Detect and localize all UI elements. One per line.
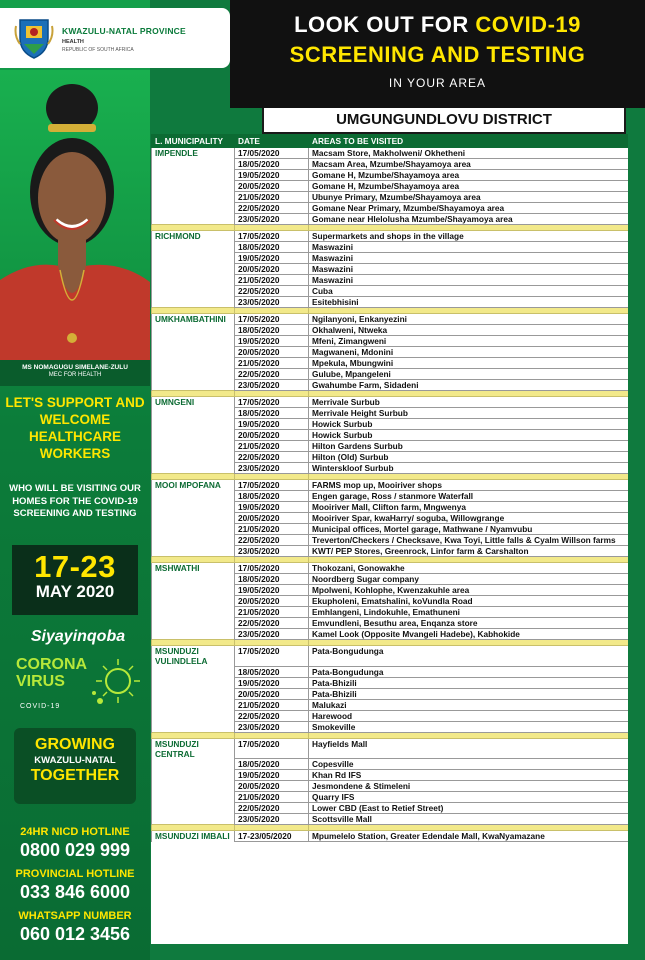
growing-line2: KWAZULU-NATAL xyxy=(34,755,116,766)
area-cell: Maswazini xyxy=(309,242,629,253)
campaign-slogan: Siyayinqoba xyxy=(30,628,126,645)
table-row xyxy=(152,397,629,408)
nicd-hotline-label: 24HR NICD HOTLINE xyxy=(20,826,130,838)
date-cell: 22/05/2020 xyxy=(235,535,309,546)
date-month: MAY 2020 xyxy=(35,582,115,601)
date-cell: 20/05/2020 xyxy=(235,513,309,524)
date-cell: 22/05/2020 xyxy=(235,203,309,214)
portrait-illustration xyxy=(0,70,150,360)
date-cell: 22/05/2020 xyxy=(235,286,309,297)
area-cell: Magwaneni, Mdonini xyxy=(309,347,629,358)
municipality-cell xyxy=(152,524,235,535)
municipality-cell xyxy=(152,181,235,192)
area-cell: Mpumelelo Station, Greater Edendale Mall, KwaNyamazane xyxy=(309,831,629,842)
municipality-cell xyxy=(152,203,235,214)
date-cell: 19/05/2020 xyxy=(235,336,309,347)
date-cell: 17/05/2020 xyxy=(235,148,309,159)
municipality-cell xyxy=(152,792,235,803)
municipality-cell: MSUNDUZI IMBALI xyxy=(152,831,235,842)
municipality-cell xyxy=(152,574,235,585)
table-row xyxy=(152,253,629,264)
area-cell: Treverton/Checkers / Checksave, Kwa Toyi, Little falls & Cyalm Willson farms xyxy=(309,535,629,546)
municipality-cell xyxy=(152,770,235,781)
date-cell: 19/05/2020 xyxy=(235,585,309,596)
date-cell: 21/05/2020 xyxy=(235,699,309,710)
area-cell: Hilton (Old) Surbub xyxy=(309,452,629,463)
municipality-cell xyxy=(152,159,235,170)
municipality-cell xyxy=(152,699,235,710)
area-cell: Pata-Bhizili xyxy=(309,688,629,699)
date-cell: 19/05/2020 xyxy=(235,419,309,430)
table-row xyxy=(152,831,629,842)
area-cell: Khan Rd IFS xyxy=(309,770,629,781)
table-row xyxy=(152,688,629,699)
headline-line3: IN YOUR AREA xyxy=(388,76,487,90)
table-row xyxy=(152,430,629,441)
date-cell: 20/05/2020 xyxy=(235,264,309,275)
table-row xyxy=(152,585,629,596)
municipality-cell xyxy=(152,513,235,524)
date-cell: 23/05/2020 xyxy=(235,463,309,474)
municipality-cell xyxy=(152,286,235,297)
area-cell: Emhlangeni, Lindokuhle, Emathuneni xyxy=(309,607,629,618)
table-row xyxy=(152,336,629,347)
municipality-cell xyxy=(152,585,235,596)
whatsapp-number[interactable]: 060 012 3456 xyxy=(19,924,131,944)
provincial-hotline-label: PROVINCIAL HOTLINE xyxy=(15,868,135,880)
area-cell: Thokozani, Gonowakhe xyxy=(309,563,629,574)
area-cell: Merrivale Height Surbub xyxy=(309,408,629,419)
date-cell: 23/05/2020 xyxy=(235,629,309,640)
table-row xyxy=(152,297,629,308)
date-cell: 18/05/2020 xyxy=(235,759,309,770)
municipality-cell xyxy=(152,275,235,286)
coat-of-arms-icon xyxy=(14,16,54,60)
date-cell: 18/05/2020 xyxy=(235,408,309,419)
municipality-cell xyxy=(152,629,235,640)
area-cell: Kamel Look (Opposite Mvangeli Hadebe), Kabhokide xyxy=(309,629,629,640)
table-row xyxy=(152,646,629,667)
date-cell: 23/05/2020 xyxy=(235,546,309,557)
whatsapp-label: WHATSAPP NUMBER xyxy=(18,910,132,922)
date-cell: 22/05/2020 xyxy=(235,710,309,721)
date-cell: 20/05/2020 xyxy=(235,596,309,607)
area-cell: Howick Surbub xyxy=(309,430,629,441)
area-cell: Gomane H, Mzumbe/Shayamoya area xyxy=(309,170,629,181)
date-cell: 23/05/2020 xyxy=(235,214,309,225)
corona-word: CORONA xyxy=(16,656,88,673)
municipality-cell xyxy=(152,677,235,688)
municipality-cell xyxy=(152,214,235,225)
area-cell: Quarry IFS xyxy=(309,792,629,803)
date-cell: 18/05/2020 xyxy=(235,325,309,336)
table-body xyxy=(152,148,629,842)
header-banner xyxy=(230,0,645,108)
municipality-cell xyxy=(152,358,235,369)
municipality-cell xyxy=(152,463,235,474)
table-row xyxy=(152,480,629,491)
area-cell: Ubunye Primary, Mzumbe/Shayamoya area xyxy=(309,192,629,203)
municipality-cell xyxy=(152,325,235,336)
municipality-cell xyxy=(152,781,235,792)
table-row xyxy=(152,535,629,546)
date-cell: 20/05/2020 xyxy=(235,781,309,792)
mec-caption xyxy=(0,360,150,386)
municipality-cell xyxy=(152,607,235,618)
area-cell: Gulube, Mpangeleni xyxy=(309,369,629,380)
municipality-cell xyxy=(152,710,235,721)
date-cell: 22/05/2020 xyxy=(235,618,309,629)
date-cell: 21/05/2020 xyxy=(235,275,309,286)
area-cell: Maswazini xyxy=(309,253,629,264)
table-row xyxy=(152,814,629,825)
table-row xyxy=(152,759,629,770)
date-cell: 23/05/2020 xyxy=(235,380,309,391)
headline-line1 xyxy=(230,12,645,38)
municipality-cell xyxy=(152,535,235,546)
date-cell: 21/05/2020 xyxy=(235,358,309,369)
logo-province: KWAZULU-NATAL PROVINCE xyxy=(62,26,186,36)
date-cell: 18/05/2020 xyxy=(235,574,309,585)
table-row xyxy=(152,380,629,391)
growing-line1: GROWING xyxy=(35,736,115,753)
logo-country: REPUBLIC OF SOUTH AFRICA xyxy=(62,47,134,53)
table-row xyxy=(152,629,629,640)
municipality-cell xyxy=(152,441,235,452)
table-row xyxy=(152,242,629,253)
area-cell: Merrivale Surbub xyxy=(309,397,629,408)
date-cell: 19/05/2020 xyxy=(235,170,309,181)
provincial-hotline-number[interactable]: 033 846 6000 xyxy=(19,882,131,902)
table-row xyxy=(152,192,629,203)
area-cell: Noordberg Sugar company xyxy=(309,574,629,585)
area-cell: Malukazi xyxy=(309,699,629,710)
table-row xyxy=(152,181,629,192)
table-row xyxy=(152,419,629,430)
table-row xyxy=(152,721,629,732)
date-cell: 17-23/05/2020 xyxy=(235,831,309,842)
area-cell: Ngilanyoni, Enkanyezini xyxy=(309,314,629,325)
area-cell: Hayfields Mall xyxy=(309,738,629,759)
table-row xyxy=(152,275,629,286)
date-cell: 17/05/2020 xyxy=(235,314,309,325)
municipality-cell: RICHMOND xyxy=(152,231,235,242)
corona-virus-label xyxy=(16,656,87,690)
table-row xyxy=(152,792,629,803)
date-cell: 19/05/2020 xyxy=(235,253,309,264)
area-cell: Gwahumbe Farm, Sidadeni xyxy=(309,380,629,391)
area-cell: Jesmondene & Stimeleni xyxy=(309,781,629,792)
municipality-cell xyxy=(152,502,235,513)
area-cell: Smokeville xyxy=(309,721,629,732)
area-cell: Gomane near Hlelolusha Mzumbe/Shayamoya area xyxy=(309,214,629,225)
logo-dept: HEALTH xyxy=(62,39,84,45)
virus-icon xyxy=(88,655,144,711)
table-row xyxy=(152,441,629,452)
area-cell: Pata-Bhizili xyxy=(309,677,629,688)
table-row xyxy=(152,452,629,463)
municipality-cell xyxy=(152,253,235,264)
date-cell: 17/05/2020 xyxy=(235,563,309,574)
area-cell: Cuba xyxy=(309,286,629,297)
area-cell: KWT/ PEP Stores, Greenrock, Linfor farm & Carshalton xyxy=(309,546,629,557)
date-cell: 22/05/2020 xyxy=(235,452,309,463)
table-row xyxy=(152,286,629,297)
date-cell: 20/05/2020 xyxy=(235,430,309,441)
municipality-cell xyxy=(152,803,235,814)
growing-together-box xyxy=(14,728,136,804)
support-subtext: WHO WILL BE VISITING OUR HOMES FOR THE COVID-19 SCREENING AND TESTING xyxy=(9,483,141,519)
municipality-cell xyxy=(152,814,235,825)
date-range-box xyxy=(12,545,138,615)
municipality-cell xyxy=(152,618,235,629)
date-cell: 18/05/2020 xyxy=(235,491,309,502)
table-row xyxy=(152,358,629,369)
table-row xyxy=(152,677,629,688)
table-row xyxy=(152,699,629,710)
municipality-cell xyxy=(152,596,235,607)
area-cell: Maswazini xyxy=(309,264,629,275)
table-row xyxy=(152,347,629,358)
logo xyxy=(0,8,230,68)
headline-white: LOOK OUT FOR xyxy=(294,12,469,37)
mec-title: MEC FOR HEALTH xyxy=(48,372,102,378)
date-cell: 23/05/2020 xyxy=(235,721,309,732)
mec-name: MS NOMAGUGU SIMELANE-ZULU xyxy=(22,364,128,371)
area-cell: Gomane Near Primary, Mzumbe/Shayamoya area xyxy=(309,203,629,214)
date-cell: 19/05/2020 xyxy=(235,677,309,688)
table-row xyxy=(152,170,629,181)
area-cell: Mooiriver Mall, Clifton farm, Mngwenya xyxy=(309,502,629,513)
date-cell: 18/05/2020 xyxy=(235,159,309,170)
area-cell: Macsam Store, Makholweni/ Okhetheni xyxy=(309,148,629,159)
table-row xyxy=(152,710,629,721)
municipality-cell xyxy=(152,759,235,770)
table-row xyxy=(152,546,629,557)
municipality-cell: UMNGENI xyxy=(152,397,235,408)
covid19-label: COVID-19 xyxy=(20,703,61,710)
municipality-cell: MSUNDUZI VULINDLELA xyxy=(152,646,235,667)
date-cell: 21/05/2020 xyxy=(235,792,309,803)
area-cell: Hilton Gardens Surbub xyxy=(309,441,629,452)
area-cell: Mooiriver Spar, kwaHarry/ soguba, Willowgrange xyxy=(309,513,629,524)
municipality-cell xyxy=(152,242,235,253)
municipality-cell xyxy=(152,347,235,358)
area-cell: Engen garage, Ross / stanmore Waterfall xyxy=(309,491,629,502)
table-row xyxy=(152,231,629,242)
table-row xyxy=(152,203,629,214)
table-row xyxy=(152,618,629,629)
table-row xyxy=(152,563,629,574)
header-areas: AREAS TO BE VISITED xyxy=(309,135,629,148)
area-cell: Gomane H, Mzumbe/Shayamoya area xyxy=(309,181,629,192)
date-cell: 17/05/2020 xyxy=(235,646,309,667)
area-cell: Howick Surbub xyxy=(309,419,629,430)
date-cell: 21/05/2020 xyxy=(235,524,309,535)
municipality-cell xyxy=(152,264,235,275)
date-cell: 20/05/2020 xyxy=(235,688,309,699)
table-header-row xyxy=(152,135,629,148)
municipality-cell xyxy=(152,666,235,677)
date-cell: 21/05/2020 xyxy=(235,192,309,203)
table-row xyxy=(152,502,629,513)
municipality-cell xyxy=(152,369,235,380)
table-row xyxy=(152,463,629,474)
date-cell: 21/05/2020 xyxy=(235,441,309,452)
table-row xyxy=(152,264,629,275)
date-cell: 17/05/2020 xyxy=(235,397,309,408)
area-cell: Mfeni, Zimangweni xyxy=(309,336,629,347)
area-cell: Winterskloof Surbub xyxy=(309,463,629,474)
support-headline: LET'S SUPPORT AND WELCOME HEALTHCARE WORKERS xyxy=(5,395,145,461)
date-cell: 18/05/2020 xyxy=(235,242,309,253)
table-row xyxy=(152,803,629,814)
municipality-cell: UMKHAMBATHINI xyxy=(152,314,235,325)
district-title: UMGUNGUNDLOVU DISTRICT xyxy=(262,108,626,134)
municipality-cell xyxy=(152,380,235,391)
area-cell: Scottsville Mall xyxy=(309,814,629,825)
municipality-cell: MSHWATHI xyxy=(152,563,235,574)
date-cell: 20/05/2020 xyxy=(235,347,309,358)
header-date: DATE xyxy=(235,135,309,148)
municipality-cell xyxy=(152,336,235,347)
date-cell: 19/05/2020 xyxy=(235,770,309,781)
area-cell: Pata-Bongudunga xyxy=(309,666,629,677)
area-cell: Municipal offices, Mortel garage, Mathwane / Nyamvubu xyxy=(309,524,629,535)
date-cell: 23/05/2020 xyxy=(235,814,309,825)
municipality-cell xyxy=(152,192,235,203)
header-municipality: L. MUNICIPALITY xyxy=(152,135,235,148)
table-row xyxy=(152,214,629,225)
area-cell: Ekupholeni, Ematshalini, koVundla Road xyxy=(309,596,629,607)
date-cell: 22/05/2020 xyxy=(235,803,309,814)
municipality-cell xyxy=(152,688,235,699)
table-row xyxy=(152,574,629,585)
table-row xyxy=(152,325,629,336)
virus-word: VIRUS xyxy=(16,673,65,690)
municipality-cell xyxy=(152,491,235,502)
municipality-cell xyxy=(152,721,235,732)
area-cell: Maswazini xyxy=(309,275,629,286)
area-cell: Supermarkets and shops in the village xyxy=(309,231,629,242)
table-row xyxy=(152,607,629,618)
municipality-cell xyxy=(152,430,235,441)
date-cell: 17/05/2020 xyxy=(235,480,309,491)
area-cell: Copesville xyxy=(309,759,629,770)
area-cell: FARMS mop up, Mooiriver shops xyxy=(309,480,629,491)
headline-line2: SCREENING AND TESTING xyxy=(289,42,586,67)
date-cell: 21/05/2020 xyxy=(235,607,309,618)
table-row xyxy=(152,408,629,419)
table-row xyxy=(152,369,629,380)
table-row xyxy=(152,159,629,170)
date-cell: 17/05/2020 xyxy=(235,231,309,242)
date-cell: 20/05/2020 xyxy=(235,181,309,192)
municipality-cell xyxy=(152,452,235,463)
municipality-cell xyxy=(152,546,235,557)
municipality-cell xyxy=(152,297,235,308)
table-row xyxy=(152,781,629,792)
date-cell: 17/05/2020 xyxy=(235,738,309,759)
table-row xyxy=(152,148,629,159)
area-cell: Harewood xyxy=(309,710,629,721)
table-row xyxy=(152,491,629,502)
area-cell: Esitebhisini xyxy=(309,297,629,308)
schedule-table-wrap xyxy=(151,134,628,944)
date-cell: 18/05/2020 xyxy=(235,666,309,677)
table-row xyxy=(152,596,629,607)
growing-line3: TOGETHER xyxy=(30,767,120,784)
area-cell: Lower CBD (East to Retief Street) xyxy=(309,803,629,814)
date-range: 17-23 xyxy=(34,549,116,584)
table-row xyxy=(152,524,629,535)
municipality-cell: MSUNDUZI CENTRAL xyxy=(152,738,235,759)
date-cell: 23/05/2020 xyxy=(235,297,309,308)
municipality-cell: IMPENDLE xyxy=(152,148,235,159)
table-row xyxy=(152,770,629,781)
mec-portrait xyxy=(0,70,150,360)
area-cell: Mpolweni, Kohlophe, Kwenzakuhle area xyxy=(309,585,629,596)
schedule-table xyxy=(151,134,628,842)
nicd-hotline-number[interactable]: 0800 029 999 xyxy=(19,840,131,860)
municipality-cell xyxy=(152,408,235,419)
municipality-cell xyxy=(152,170,235,181)
area-cell: Pata-Bongudunga xyxy=(309,646,629,667)
area-cell: Macsam Area, Mzumbe/Shayamoya area xyxy=(309,159,629,170)
table-row xyxy=(152,738,629,759)
area-cell: Mpekula, Mbungwini xyxy=(309,358,629,369)
table-row xyxy=(152,666,629,677)
area-cell: Okhalweni, Ntweka xyxy=(309,325,629,336)
table-row xyxy=(152,513,629,524)
headline-covid: COVID-19 xyxy=(475,12,581,37)
date-cell: 22/05/2020 xyxy=(235,369,309,380)
table-row xyxy=(152,314,629,325)
municipality-cell: MOOI MPOFANA xyxy=(152,480,235,491)
municipality-cell xyxy=(152,419,235,430)
area-cell: Emvundleni, Besuthu area, Enqanza store xyxy=(309,618,629,629)
date-cell: 19/05/2020 xyxy=(235,502,309,513)
